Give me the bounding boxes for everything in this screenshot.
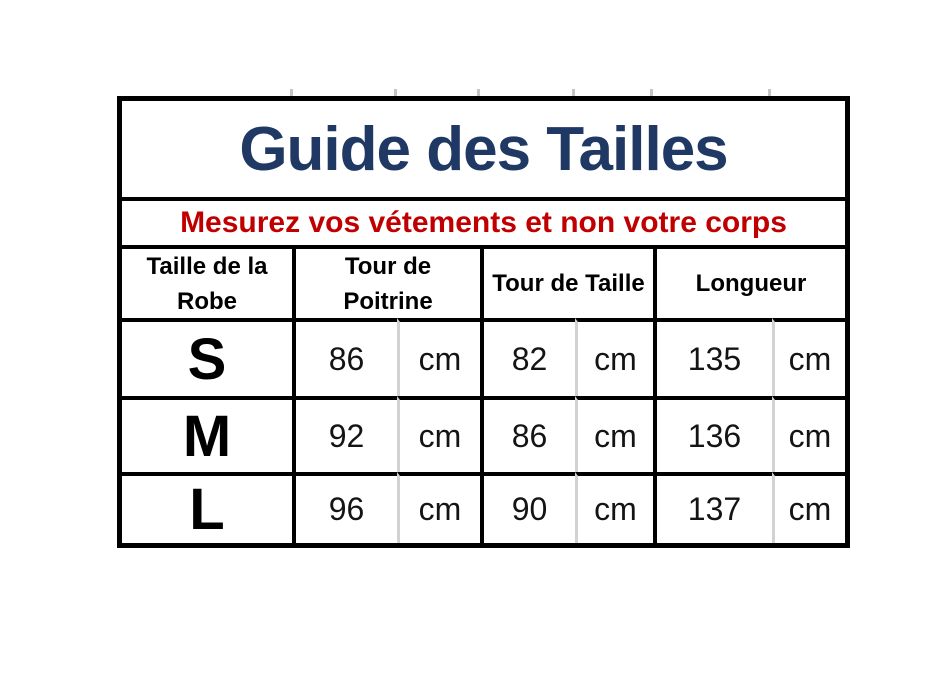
- header-length: [653, 245, 845, 318]
- row-s-length-unit: cm: [772, 318, 845, 396]
- row-s-waist-value: 82: [480, 318, 575, 396]
- row-s-waist-unit: cm: [575, 318, 653, 396]
- row-l-chest-value: 96: [292, 472, 397, 543]
- table-title: Guide des Tailles: [239, 114, 728, 184]
- row-l-size: L: [122, 472, 292, 543]
- row-l-waist-unit: cm: [575, 472, 653, 543]
- row-m-chest-unit: cm: [397, 396, 480, 472]
- header-size: [122, 245, 292, 318]
- header-waist: [480, 245, 653, 318]
- row-m-length-unit: cm: [772, 396, 845, 472]
- header-line: Robe: [177, 287, 237, 315]
- row-m-size: M: [122, 396, 292, 472]
- row-l-length-unit: cm: [772, 472, 845, 543]
- header-line: Tour de Taille: [492, 270, 645, 297]
- size-guide-table: [117, 96, 850, 548]
- row-m-length-value: 136: [653, 396, 772, 472]
- row-s-size: S: [122, 318, 292, 396]
- row-m-chest-value: 92: [292, 396, 397, 472]
- header-chest: [292, 245, 480, 318]
- table-subtitle: Mesurez vos vétements et non votre corps: [180, 206, 787, 239]
- header-line: Taille de la: [146, 252, 268, 280]
- header-line: Poitrine: [343, 287, 433, 315]
- row-s-chest-value: 86: [292, 318, 397, 396]
- table-subtitle-row: [122, 197, 845, 245]
- row-l-length-value: 137: [653, 472, 772, 543]
- row-s-chest-unit: cm: [397, 318, 480, 396]
- table-title-row: [122, 101, 845, 197]
- header-line: Longueur: [695, 270, 807, 297]
- row-s-length-value: 135: [653, 318, 772, 396]
- header-line: Tour de: [344, 252, 432, 280]
- row-m-waist-unit: cm: [575, 396, 653, 472]
- row-l-chest-unit: cm: [397, 472, 480, 543]
- row-m-waist-value: 86: [480, 396, 575, 472]
- row-l-waist-value: 90: [480, 472, 575, 543]
